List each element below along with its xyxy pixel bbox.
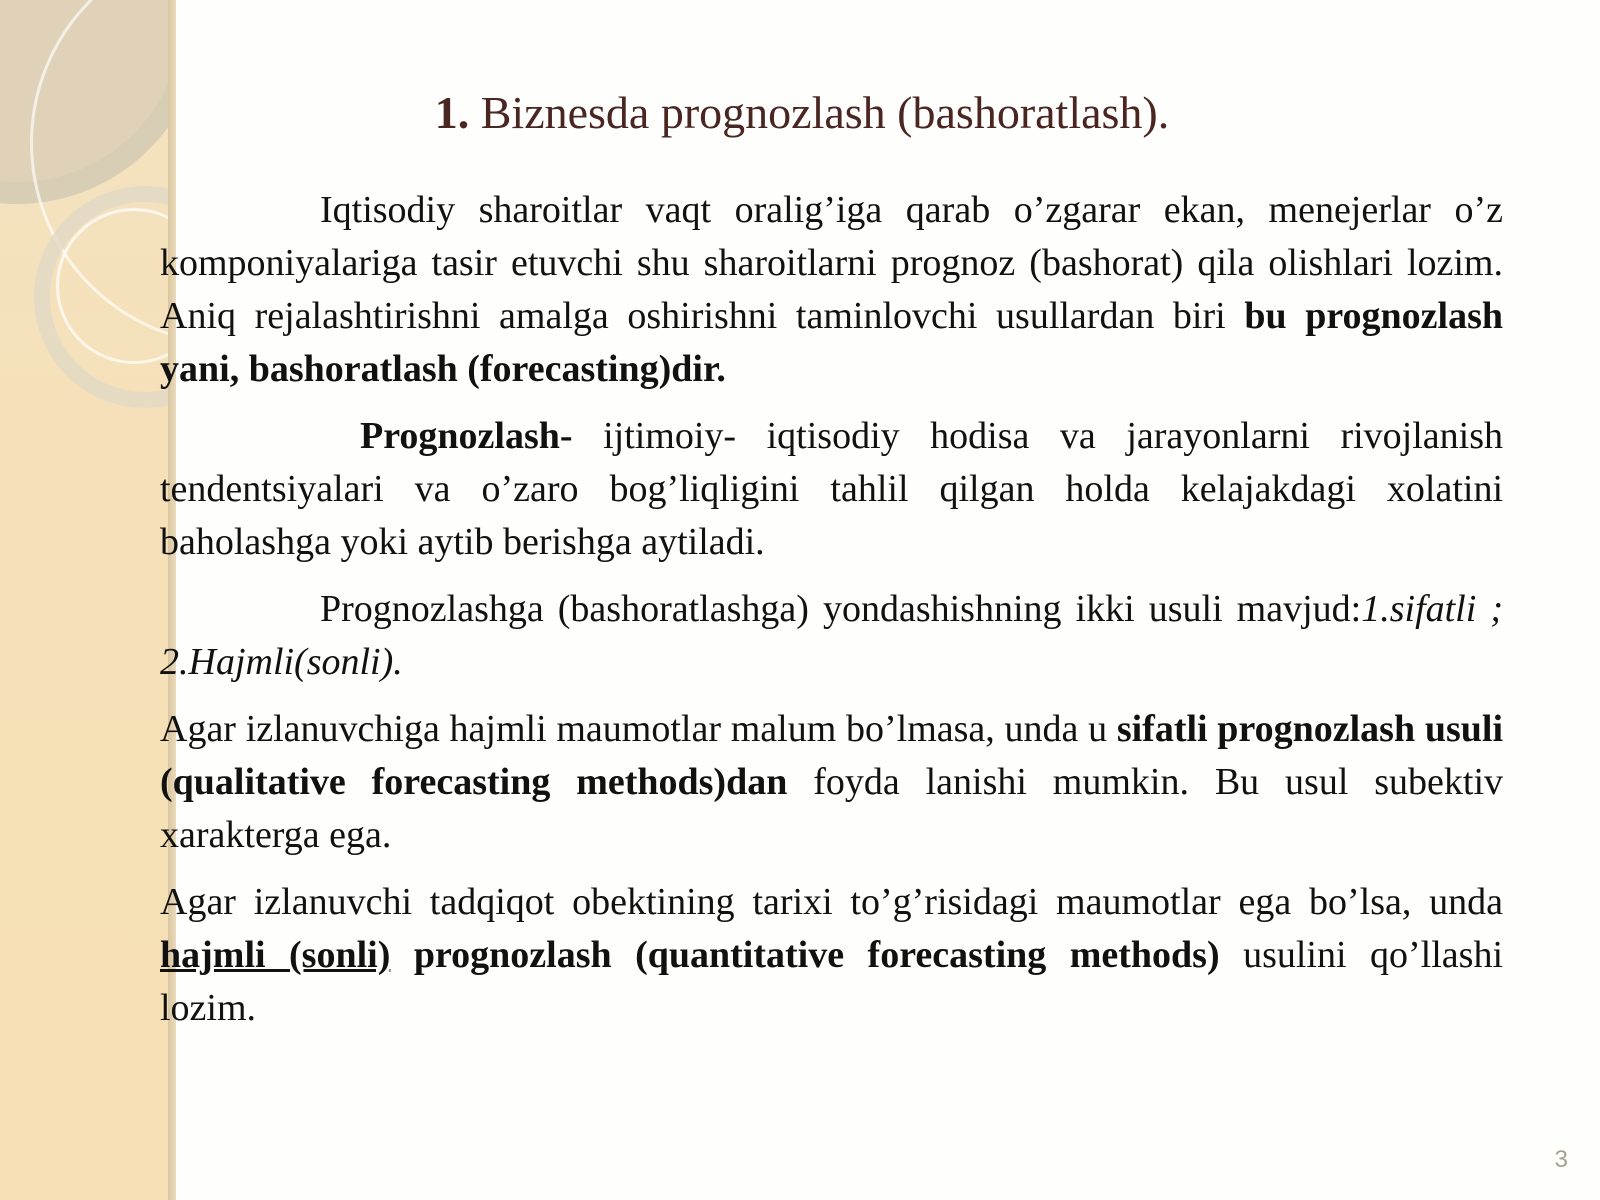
paragraph-3-italic: 1.sifatli ; 2.Hajmli(sonli). <box>160 588 1503 683</box>
paragraph-5 <box>160 876 1503 1035</box>
page-number: 3 <box>1554 1146 1568 1173</box>
paragraph-2-text: ijtimoiy- iqtisodiy hodisa va jarayonlarni rivojlanish tendentsiyalari va o’zaro bog’liqligini tahlil qilgan holda kelajakdagi xolatini baholashga yoki aytib berishga aytiladi. <box>160 415 1503 563</box>
paragraph-5-bold: prognozlash (quantitative forecasting methods) <box>390 934 1220 976</box>
paragraph-5-tail: usulini qo’llashi lozim. <box>160 934 1503 1029</box>
paragraph-4-bold: sifatli prognozlash usuli (qualitative forecasting methods)dan <box>160 708 1503 803</box>
paragraph-2 <box>160 410 1503 569</box>
paragraph-1 <box>160 184 1503 396</box>
title-number: 1. <box>434 87 470 138</box>
paragraph-1-text: Iqtisodiy sharoitlar vaqt oralig’iga qarab o’zgarar ekan, menejerlar o’z komponiyalariga tasir etuvchi shu sharoitlarni prognoz (bashorat) qila olishlari lozim. Aniq rejalashtirishni amalga oshirishni taminlovchi usullardan biri <box>160 189 1503 337</box>
paragraph-4-text: Agar izlanuvchiga hajmli maumotlar malum bo’lmasa, unda u <box>160 708 1117 750</box>
paragraph-5-text: Agar izlanuvchi tadqiqot obektining tarixi to’g’risidagi maumotlar ega bo’lsa, unda <box>160 881 1503 923</box>
paragraph-2-bold: Prognozlash- <box>360 415 573 457</box>
paragraph-4-tail: foyda lanishi mumkin. Bu usul subektiv xarakterga ega. <box>160 761 1504 856</box>
paragraph-4 <box>160 703 1503 862</box>
paragraph-3-text: Prognozlashga (bashoratlashga) yondashishning ikki usuli mavjud: <box>320 588 1362 630</box>
slide-body <box>160 184 1503 1049</box>
decorative-side-band <box>0 0 176 1200</box>
paragraph-3 <box>160 583 1503 689</box>
paragraph-5-bold-underlined: hajmli (sonli) <box>160 934 391 976</box>
slide-title <box>160 86 1444 139</box>
paragraph-1-bold: bu prognozlash yani, bashoratlash (forecasting)dir. <box>160 295 1504 390</box>
title-text: Biznesda prognozlash (bashoratlash). <box>469 87 1170 138</box>
